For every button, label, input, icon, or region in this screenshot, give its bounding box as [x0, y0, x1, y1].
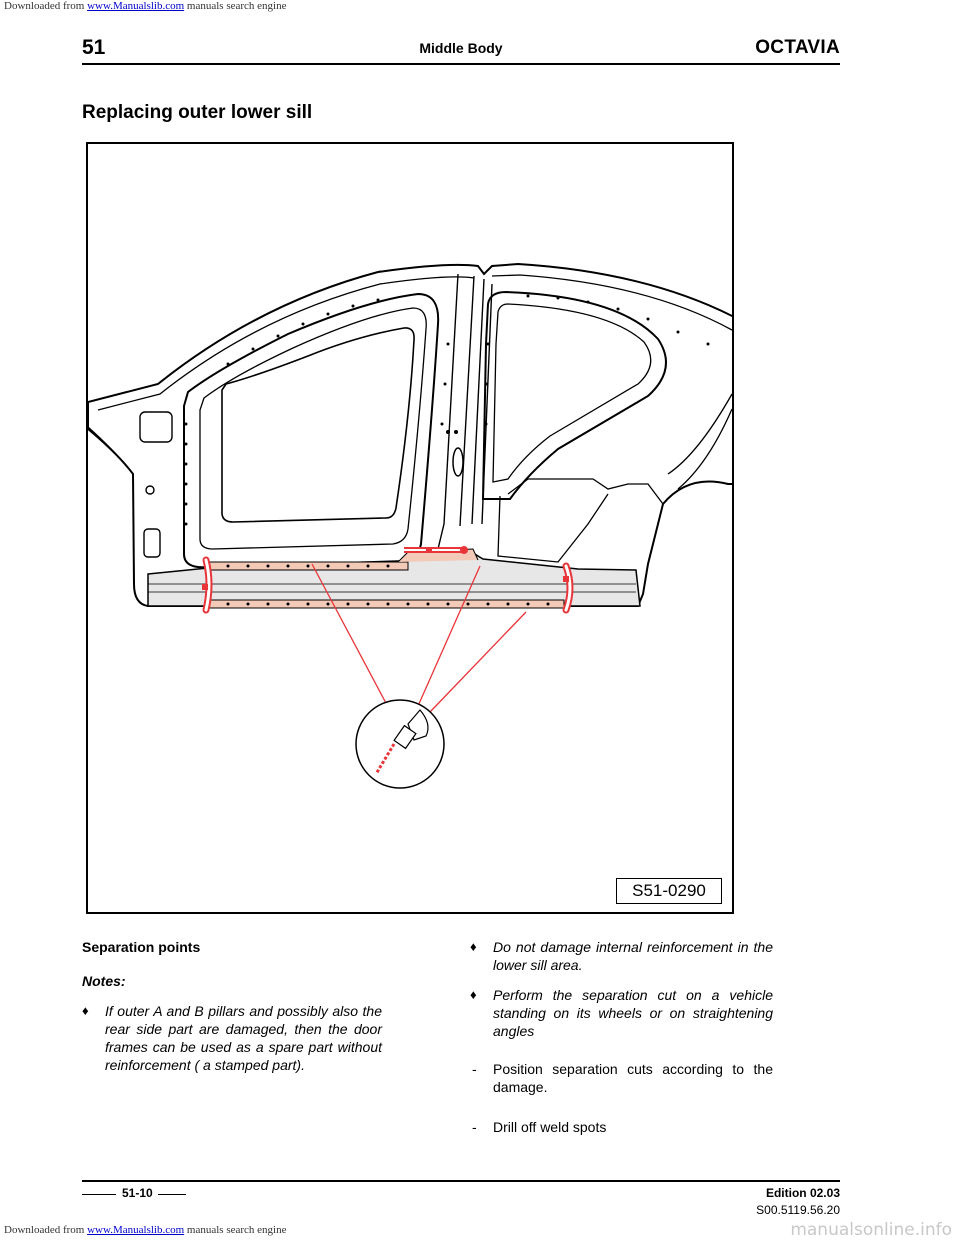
download-note-suffix: manuals search engine — [184, 0, 287, 12]
separation-points-heading: Separation points — [82, 939, 201, 955]
step-text: Position separation cuts according to the damage. — [493, 1061, 773, 1095]
document-number: S00.5119.56.20 — [756, 1203, 840, 1217]
section-title: Middle Body — [419, 40, 503, 56]
download-note-suffix: manuals search engine — [184, 1224, 287, 1236]
step-text: Drill off weld spots — [493, 1119, 607, 1135]
diamond-bullet-icon: ♦ — [82, 1003, 89, 1018]
section-number: 51 — [82, 36, 106, 59]
right-column — [470, 938, 773, 1158]
download-note-bottom — [4, 1224, 286, 1236]
diamond-bullet-icon: ♦ — [470, 939, 477, 954]
sill-weld-flange-lower — [208, 600, 564, 608]
sill-diagram — [88, 144, 732, 912]
sill-diagram-figure — [86, 142, 734, 914]
left-column — [82, 938, 382, 1086]
footer-rule — [82, 1180, 840, 1182]
page-code-rule-right — [158, 1194, 186, 1195]
note-item — [470, 938, 773, 974]
procedure-step — [470, 1060, 773, 1096]
dash-marker: - — [472, 1119, 477, 1135]
edition-label: Edition 02.03 — [765, 1186, 840, 1200]
manualslib-link-bottom[interactable]: www.Manualslib.com — [87, 1224, 185, 1236]
download-note-prefix: Downloaded from — [4, 1224, 88, 1236]
note-text: Do not damage internal reinforcement in the lower sill area. — [493, 939, 773, 973]
note-item — [82, 1002, 382, 1074]
download-note-prefix: Downloaded from — [4, 0, 88, 12]
note-text: Perform the separation cut on a vehicle standing on its wheels or on straightening angles — [493, 987, 773, 1039]
figure-label: S51-0290 — [616, 878, 722, 904]
note-item — [470, 986, 773, 1040]
rear-door-opening — [483, 292, 666, 499]
note-text: If outer A and B pillars and possibly also the rear side part are damaged, then the door frames can be used as a spare part without reinforcement ( a stamped part). — [105, 1003, 382, 1073]
page-header — [82, 36, 840, 60]
watermark: manualsonline.info — [790, 1220, 952, 1240]
page-title: Replacing outer lower sill — [82, 102, 313, 123]
page-code: 51-10 — [122, 1186, 153, 1200]
diamond-bullet-icon: ♦ — [470, 987, 477, 1002]
header-rule — [82, 63, 840, 65]
procedure-step — [470, 1118, 773, 1136]
dash-marker: - — [472, 1061, 477, 1077]
download-note-top — [4, 0, 286, 12]
brand-name: OCTAVIA — [755, 37, 840, 58]
notes-label: Notes: — [82, 973, 126, 989]
manualslib-link-top[interactable]: www.Manualslib.com — [87, 0, 185, 12]
page-code-rule-left — [82, 1194, 116, 1195]
